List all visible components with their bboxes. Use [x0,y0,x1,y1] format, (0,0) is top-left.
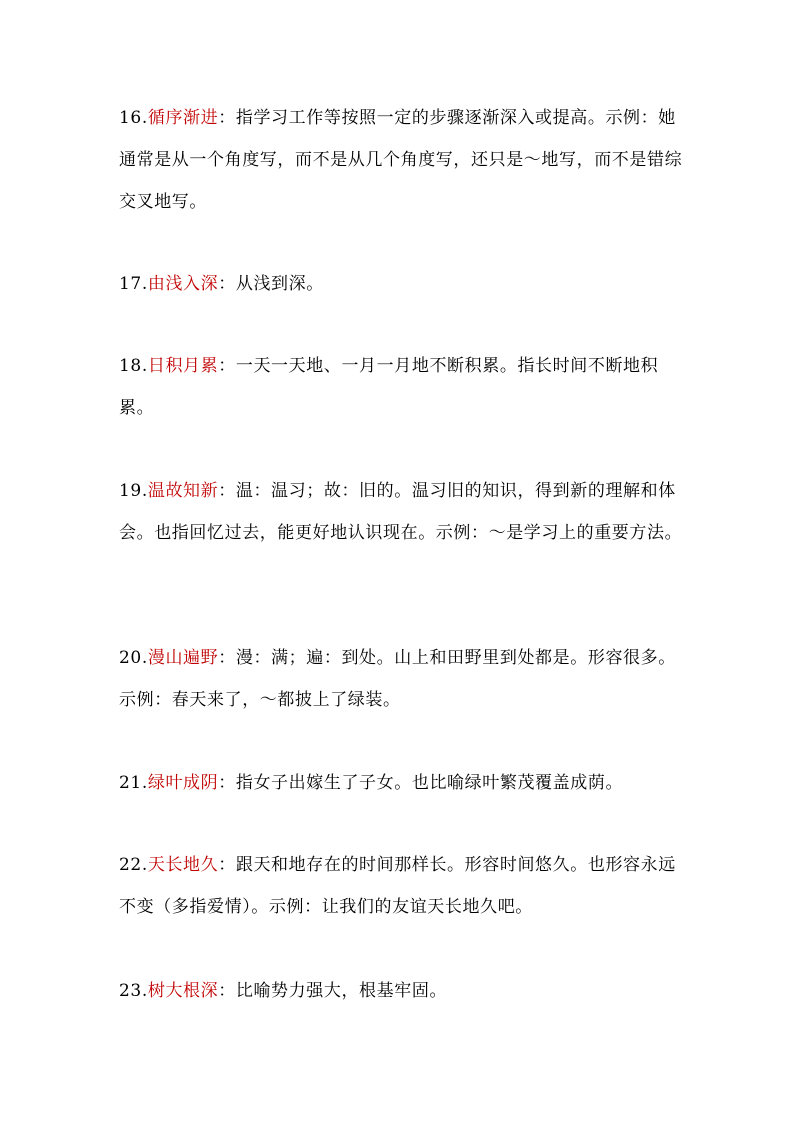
idiom-entry-21 [119,762,685,804]
idiom-definition: 指女子出嫁生了子女。也比喻绿叶繁茂覆盖成荫。 [235,773,624,793]
idiom-definition: 漫：满；遍：到处。山上和田野里到处都是。形容很多。示例：春天来了，～都披上了绿装。 [119,648,676,710]
idiom-term: 循序渐进 [147,108,219,128]
separator: ： [218,356,236,376]
separator: ： [218,773,236,793]
idiom-entry-20 [119,637,685,721]
idiom-term: 天长地久 [147,855,219,875]
idiom-definition: 从浅到深。 [235,274,324,294]
idiom-term: 绿叶成阴 [147,773,219,793]
idiom-definition: 指学习工作等按照一定的步骤逐渐深入或提高。示例：她通常是从一个角度写，而不是从几个角度写，还只是～地写，而不是错综交叉地写。 [119,108,683,212]
idiom-entry-16 [119,97,685,223]
separator: ： [218,274,236,294]
idiom-entry-23 [119,970,685,1012]
idiom-definition: 比喻势力强大，根基牢固。 [235,981,448,1001]
separator: ： [218,481,236,501]
idiom-term: 温故知新 [147,481,219,501]
idiom-definition: 一天一天地、一月一月地不断积累。指长时间不断地积累。 [119,356,659,418]
idiom-entry-17 [119,263,685,305]
entry-number: 23. [119,981,148,1001]
entry-number: 16. [119,108,148,128]
idiom-term: 漫山遍野 [147,648,219,668]
idiom-entry-19 [119,470,685,554]
idiom-term: 日积月累 [147,356,219,376]
entry-number: 19. [119,481,148,501]
separator: ： [218,855,236,875]
entry-number: 20. [119,648,148,668]
entry-number: 22. [119,855,148,875]
idiom-term: 由浅入深 [147,274,219,294]
separator: ： [218,981,236,1001]
idiom-definition: 跟天和地存在的时间那样长。形容时间悠久。也形容永远不变（多指爱情）。示例：让我们的友谊天长地久吧。 [119,855,676,917]
entry-number: 17. [119,274,148,294]
separator: ： [218,648,236,668]
idiom-entry-22 [119,844,685,928]
idiom-term: 树大根深 [147,981,219,1001]
entry-number: 18. [119,356,148,376]
entry-number: 21. [119,773,148,793]
idiom-entry-18 [119,345,685,429]
idiom-definition: 温：温习；故：旧的。温习旧的知识，得到新的理解和体会。也指回忆过去，能更好地认识现在。示例：～是学习上的重要方法。 [119,481,683,543]
separator: ： [218,108,236,128]
